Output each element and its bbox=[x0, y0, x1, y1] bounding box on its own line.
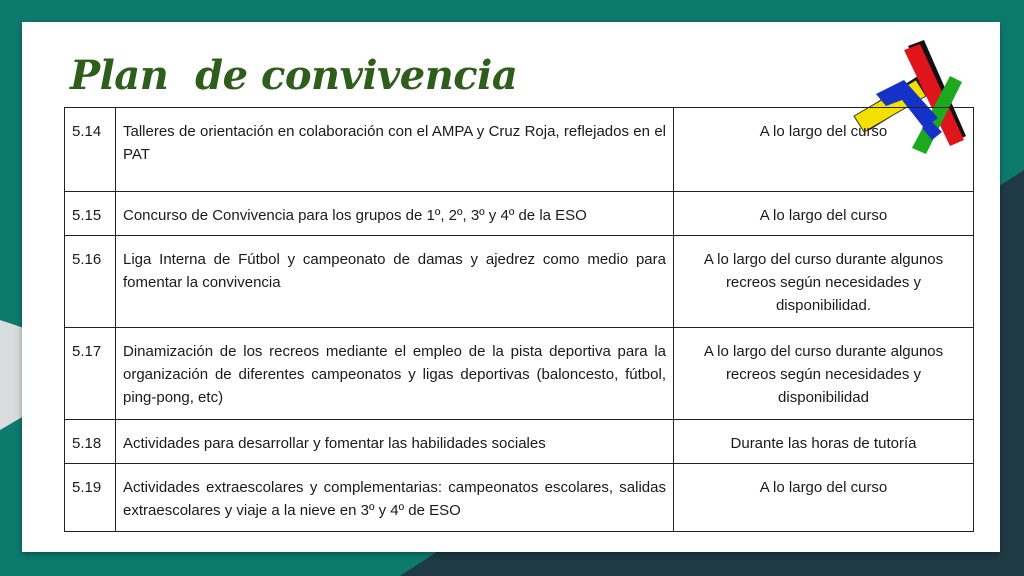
slide-title: Plan de convivencia bbox=[70, 52, 518, 99]
row-number: 5.16 bbox=[65, 236, 116, 328]
table-row bbox=[65, 420, 974, 464]
slide-card bbox=[22, 22, 1000, 552]
row-number: 5.18 bbox=[65, 420, 116, 464]
table-row bbox=[65, 192, 974, 236]
row-timing: A lo largo del curso bbox=[674, 108, 974, 192]
row-timing: A lo largo del curso bbox=[674, 464, 974, 532]
table-row bbox=[65, 328, 974, 420]
row-description: Concurso de Convivencia para los grupos de 1º, 2º, 3º y 4º de la ESO bbox=[116, 192, 674, 236]
row-timing: A lo largo del curso durante algunos recreos según necesidades y disponibilidad bbox=[674, 328, 974, 420]
table-row bbox=[65, 108, 974, 192]
row-description: Liga Interna de Fútbol y campeonato de damas y ajedrez como medio para fomentar la convivencia bbox=[116, 236, 674, 328]
row-description: Actividades para desarrollar y fomentar las habilidades sociales bbox=[116, 420, 674, 464]
row-description: Actividades extraescolares y complementarias: campeonatos escolares, salidas extraescolares y viaje a la nieve en 3º y 4º de ESO bbox=[116, 464, 674, 532]
row-timing: A lo largo del curso bbox=[674, 192, 974, 236]
row-description: Dinamización de los recreos mediante el empleo de la pista deportiva para la organización de diferentes campeonatos y ligas deportivas (baloncesto, fútbol, ping-pong, etc) bbox=[116, 328, 674, 420]
table-row bbox=[65, 464, 974, 532]
row-number: 5.19 bbox=[65, 464, 116, 532]
activities-table bbox=[64, 107, 974, 532]
row-number: 5.17 bbox=[65, 328, 116, 420]
row-timing: Durante las horas de tutoría bbox=[674, 420, 974, 464]
row-number: 5.14 bbox=[65, 108, 116, 192]
row-timing: A lo largo del curso durante algunos recreos según necesidades y disponibilidad. bbox=[674, 236, 974, 328]
row-number: 5.15 bbox=[65, 192, 116, 236]
row-description: Talleres de orientación en colaboración con el AMPA y Cruz Roja, reflejados en el PAT bbox=[116, 108, 674, 192]
table-row bbox=[65, 236, 974, 328]
